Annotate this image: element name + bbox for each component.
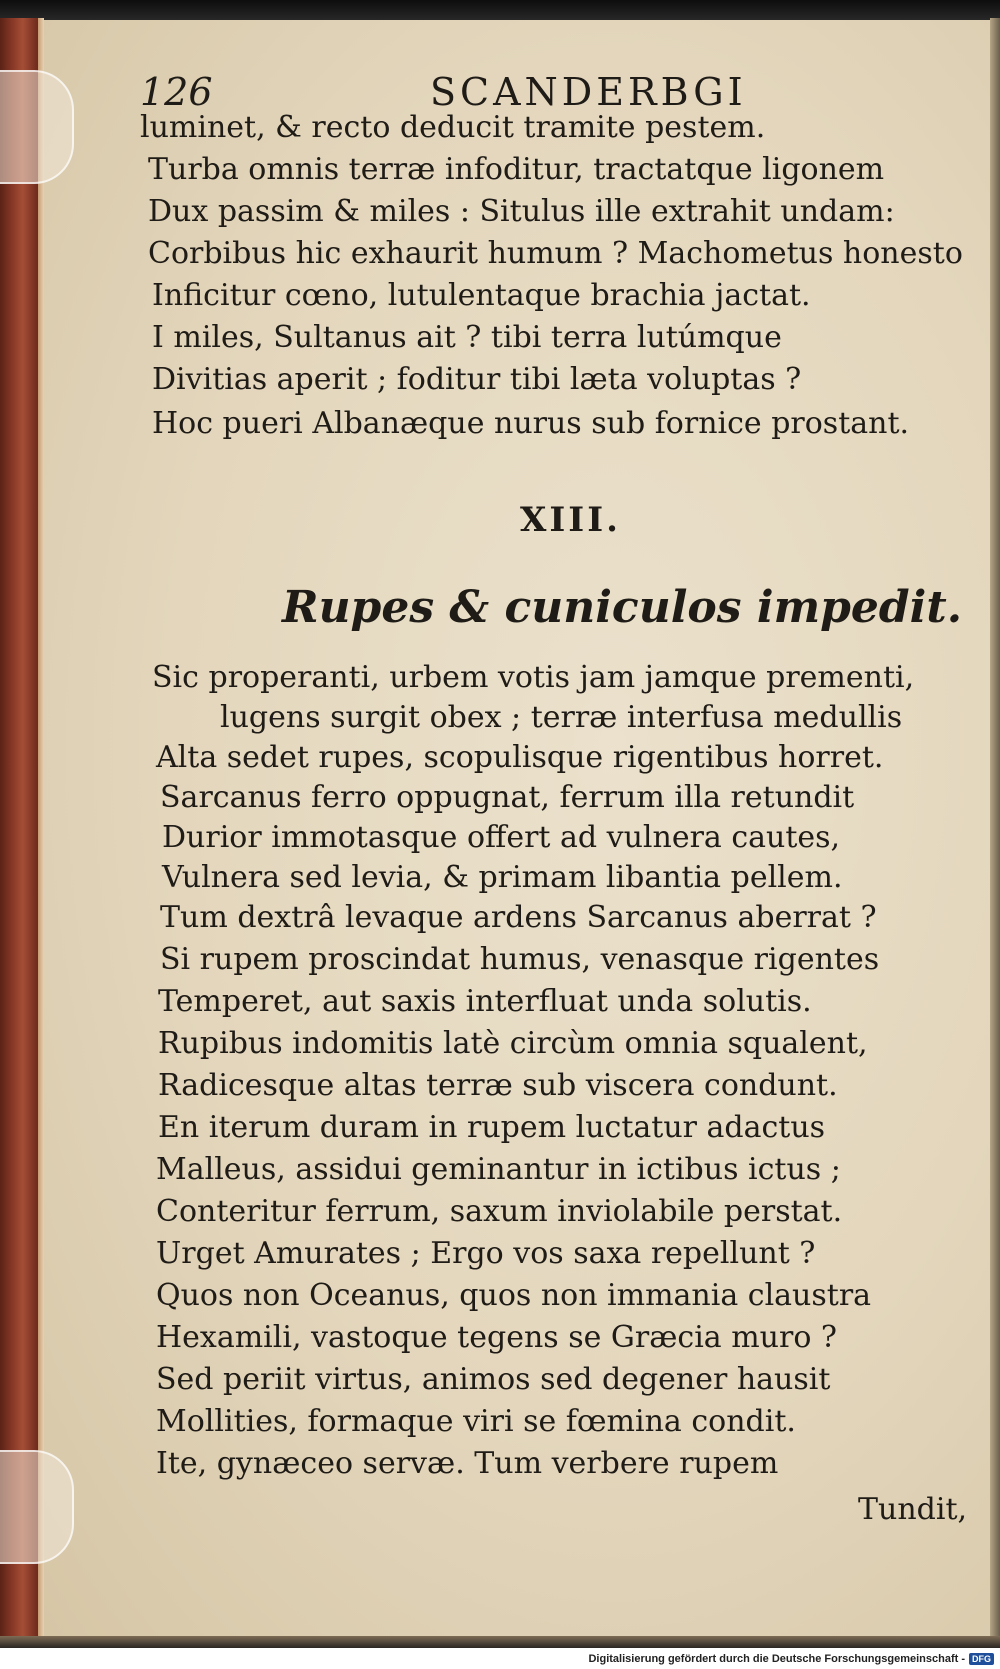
catchword: Tundit, — [858, 1492, 968, 1527]
section-number: XIII. — [520, 500, 621, 540]
page-right-edge — [990, 18, 1000, 1640]
dfg-logo: DFG — [969, 1653, 994, 1665]
verse-line: Divitias aperit ; foditur tibi læta voluptas ? — [152, 362, 802, 397]
verse-line: Temperet, aut saxis interfluat unda solutis. — [158, 984, 812, 1019]
verse-line: I miles, Sultanus ait ? tibi terra lutúmque — [152, 320, 782, 355]
book-cover-edge — [0, 18, 38, 1638]
verse-line: Hoc pueri Albanæque nurus sub fornice prostant. — [152, 406, 910, 441]
verse-line: Mollities, formaque viri se fœmina condit. — [156, 1404, 796, 1439]
verse-line: Urget Amurates ; Ergo vos saxa repellunt ? — [156, 1236, 816, 1271]
verse-line: Turba omnis terræ infoditur, tractatque ligonem — [148, 152, 885, 187]
verse-line: En iterum duram in rupem luctatur adactus — [158, 1110, 826, 1145]
verse-line: Sic properanti, urbem votis jam jamque prementi, — [152, 660, 915, 695]
verse-line: Quos non Oceanus, quos non immania claustra — [156, 1278, 872, 1313]
verse-line: Rupibus indomitis latè circùm omnia squalent, — [158, 1026, 868, 1061]
verse-line: Radicesque altas terræ sub viscera condunt. — [158, 1068, 838, 1103]
verse-line: Si rupem proscindat humus, venasque rigentes — [160, 942, 880, 977]
page-number: 126 — [140, 70, 213, 114]
page-clip-top — [0, 70, 74, 184]
verse-line: Hexamili, vastoque tegens se Græcia muro ? — [156, 1320, 838, 1355]
verse-line: Ite, gynæceo servæ. Tum verbere rupem — [156, 1446, 779, 1481]
verse-line: Conteritur ferrum, saxum inviolabile perstat. — [156, 1194, 843, 1229]
funding-credit: Digitalisierung gefördert durch die Deutsche Forschungsgemeinschaft - — [588, 1653, 965, 1665]
top-shadow — [0, 0, 1000, 22]
verse-line: Corbibus hic exhaurit humum ? Machometus honesto — [148, 236, 963, 271]
verse-line: Durior immotasque offert ad vulnera cautes, — [162, 820, 841, 855]
verse-line: Dux passim & miles : Situlus ille extrahit undam: — [148, 194, 895, 229]
verse-line: Sed periit virtus, animos sed degener hausit — [156, 1362, 831, 1397]
page-bottom-edge — [0, 1636, 1000, 1648]
verse-line: Vulnera sed levia, & primam libantia pellem. — [162, 860, 843, 895]
section-title: Rupes & cuniculos impedit. — [282, 582, 963, 633]
page-clip-bottom — [0, 1450, 74, 1564]
page-gutter — [38, 18, 44, 1638]
verse-line: luminet, & recto deducit tramite pestem. — [140, 110, 766, 145]
verse-line: Sarcanus ferro oppugnat, ferrum illa retundit — [160, 780, 855, 815]
verse-line: Tum dextrâ levaque ardens Sarcanus aberrat ? — [160, 900, 877, 935]
verse-line: lugens surgit obex ; terræ interfusa medullis — [220, 700, 903, 735]
verse-line: Alta sedet rupes, scopulisque rigentibus horret. — [156, 740, 884, 775]
verse-line: Inficitur cœno, lutulentaque brachia jactat. — [152, 278, 811, 313]
running-title: SCANDERBGI — [430, 70, 747, 114]
verse-line: Malleus, assidui geminantur in ictibus ictus ; — [156, 1152, 841, 1187]
digitization-footer — [588, 1652, 994, 1666]
